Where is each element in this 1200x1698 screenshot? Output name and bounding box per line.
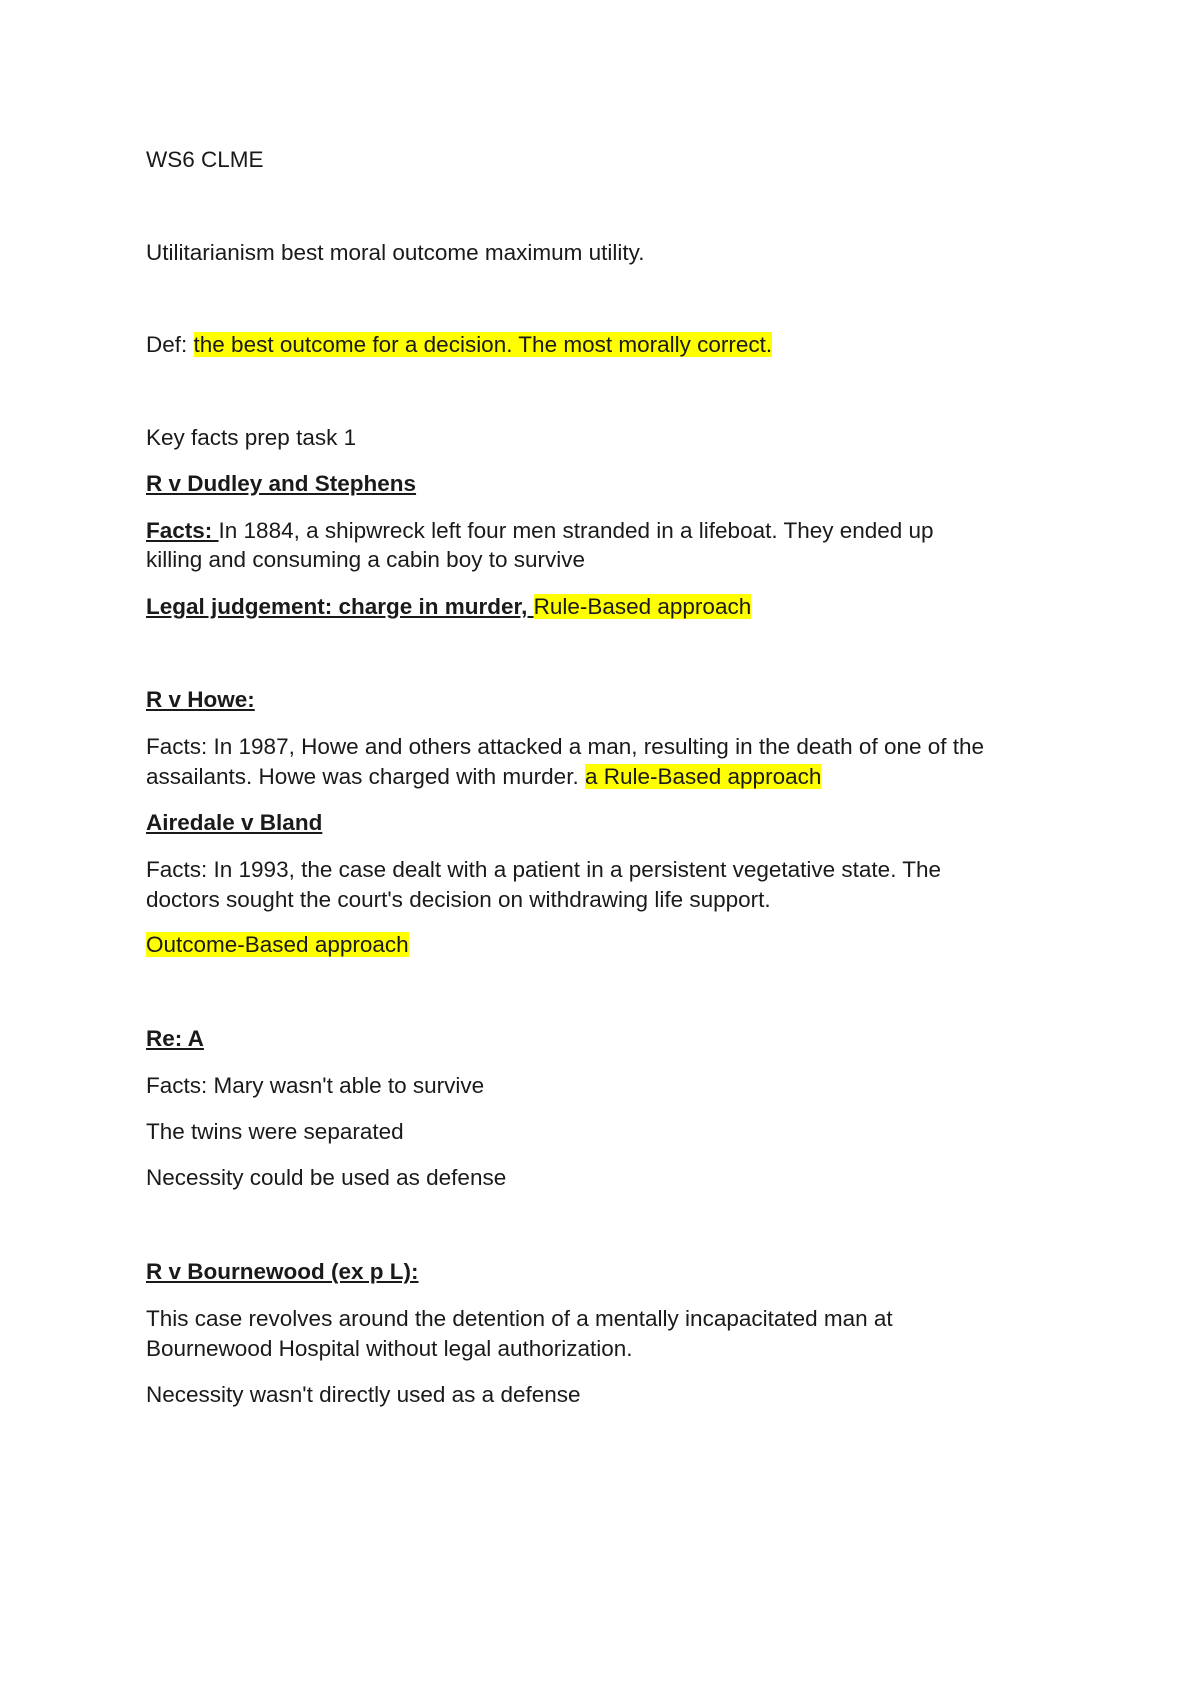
key-facts-heading: Key facts prep task 1 [146,425,357,450]
case-heading-dudley: R v Dudley and Stephens [146,471,417,496]
case-re-a-line-3: Necessity could be used as defense [146,1165,507,1190]
intro-text: Utilitarianism best moral outcome maximum utility. [146,240,645,265]
case-heading-bournewood: R v Bournewood (ex p L): [146,1259,419,1284]
case-heading-bland: Airedale v Bland [146,810,323,835]
document-title: WS6 CLME [146,147,264,172]
case-bournewood-line-1: This case revolves around the detention of a mentally incapacitated man at [146,1306,893,1331]
case-facts-howe-1: Facts: In 1987, Howe and others attacked a man, resulting in the death of one of the [146,734,985,759]
case-facts-bland-1: Facts: In 1993, the case dealt with a patient in a persistent vegetative state. The [146,857,942,882]
definition-line [146,330,772,360]
approach-highlight: a Rule-Based approach [584,764,822,789]
definition-label: Def: [146,332,194,357]
case-facts-bland-2: doctors sought the court's decision on withdrawing life support. [146,887,771,912]
case-judgement-dudley [146,592,751,622]
case-facts-howe-2 [146,762,821,792]
judgement-label: Legal judgement: charge in murder, [146,594,534,619]
judgement-approach-highlight: Rule-Based approach [533,594,752,619]
case-re-a-line-1: Facts: Mary wasn't able to survive [146,1073,485,1098]
case-heading-howe: R v Howe: [146,687,255,712]
case-bournewood-line-2: Bournewood Hospital without legal authorization. [146,1336,633,1361]
case-bournewood-line-3: Necessity wasn't directly used as a defense [146,1382,581,1407]
case-re-a-line-2: The twins were separated [146,1119,404,1144]
facts-text: In 1884, a shipwreck left four men stranded in a lifeboat. They ended up [218,518,934,543]
facts-text: assailants. Howe was charged with murder. [146,764,585,789]
approach-highlight: Outcome-Based approach [146,932,409,957]
case-facts-dudley-2: killing and consuming a cabin boy to survive [146,547,585,572]
facts-label: Facts: [146,518,219,543]
case-heading-re-a: Re: A [146,1026,204,1051]
case-approach-bland [146,930,409,960]
definition-highlight: the best outcome for a decision. The most morally correct. [193,332,773,357]
case-facts-dudley-1 [146,516,934,546]
